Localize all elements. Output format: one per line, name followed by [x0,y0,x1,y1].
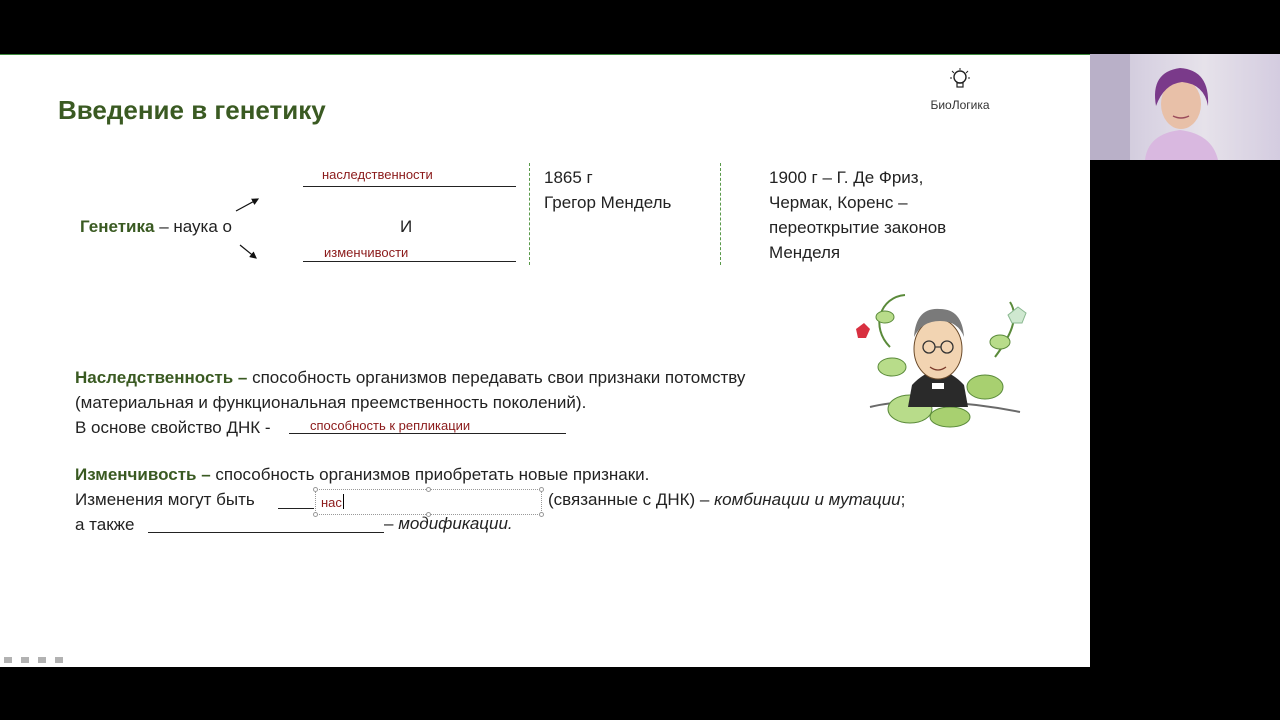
logo-text: БиоЛогика [930,98,990,112]
genetics-rest: – наука о [154,217,232,236]
presenter-figure [1090,54,1280,160]
presenter-video [1090,54,1280,160]
genetics-term: Генетика [80,217,155,236]
timeline-mendel-line: Грегор Мендель [544,193,672,212]
blank-line-bottom [303,261,516,262]
heredity-term: Наследственность – [75,368,248,387]
slides-icon[interactable] [38,657,46,663]
timeline-mendel [544,165,671,215]
answer-heredity: наследственности [322,167,433,182]
timeline-rediscovery-line: Чермак, Коренс – [769,193,908,212]
timeline-rediscovery [769,165,946,265]
variability-term: Изменчивость – [75,465,211,484]
heredity-rest: способность организмов передавать свои признаки потомству [247,368,746,387]
blank-line-short [278,508,314,509]
variability-dna-note: (связанные с ДНК) – [548,490,710,509]
divider-2 [720,163,721,265]
variability-line2: Изменения могут быть [75,490,255,509]
lightbulb-icon [949,67,971,91]
blank-line-top [303,186,516,187]
variability-line2-rest [548,487,905,512]
timeline-rediscovery-line: 1900 г – Г. Де Фриз, [769,168,924,187]
divider-1 [529,163,530,265]
resize-handle[interactable] [426,487,431,492]
blank-line-replication [289,433,566,434]
typing-value: нас [321,495,342,510]
resize-handle[interactable] [313,512,318,517]
slide-toolbar [4,650,72,668]
variability-line3-rest [384,511,513,536]
resize-handle[interactable] [539,487,544,492]
branch-arrows [232,193,264,265]
resize-handle[interactable] [539,512,544,517]
modifications-text: модификации. [398,514,513,533]
answer-replication: способность к репликации [310,418,471,433]
heredity-line2: (материальная и функциональная преемственность поколений). [75,393,587,412]
genetics-definition [80,214,232,239]
arrow-left-icon[interactable] [4,657,12,663]
text-caret [343,494,344,509]
blank-line-modifications [148,532,384,533]
timeline-rediscovery-line: переоткрытие законов [769,218,947,237]
variability-rest: способность организмов приобретать новые признаки. [210,465,650,484]
timeline-mendel-line: 1865 г [544,168,593,187]
modifications-dash: – [384,514,394,533]
more-icon[interactable] [55,657,63,663]
connector-and: И [400,217,413,236]
pen-icon[interactable] [21,657,29,663]
slide-title: Введение в генетику [58,95,326,125]
variability-line3: а также [75,515,135,534]
variability-combinations: комбинации и мутации [714,490,901,509]
answer-variability: изменчивости [324,245,409,260]
timeline-rediscovery-line: Менделя [769,243,841,262]
brand-logo [922,67,998,112]
heredity-dna-prefix: В основе свойство ДНК - [75,418,271,437]
slide [0,54,1090,667]
mendel-illustration [850,287,1035,435]
variability-semicolon: ; [900,490,906,509]
typing-text [321,494,344,510]
resize-handle[interactable] [313,487,318,492]
